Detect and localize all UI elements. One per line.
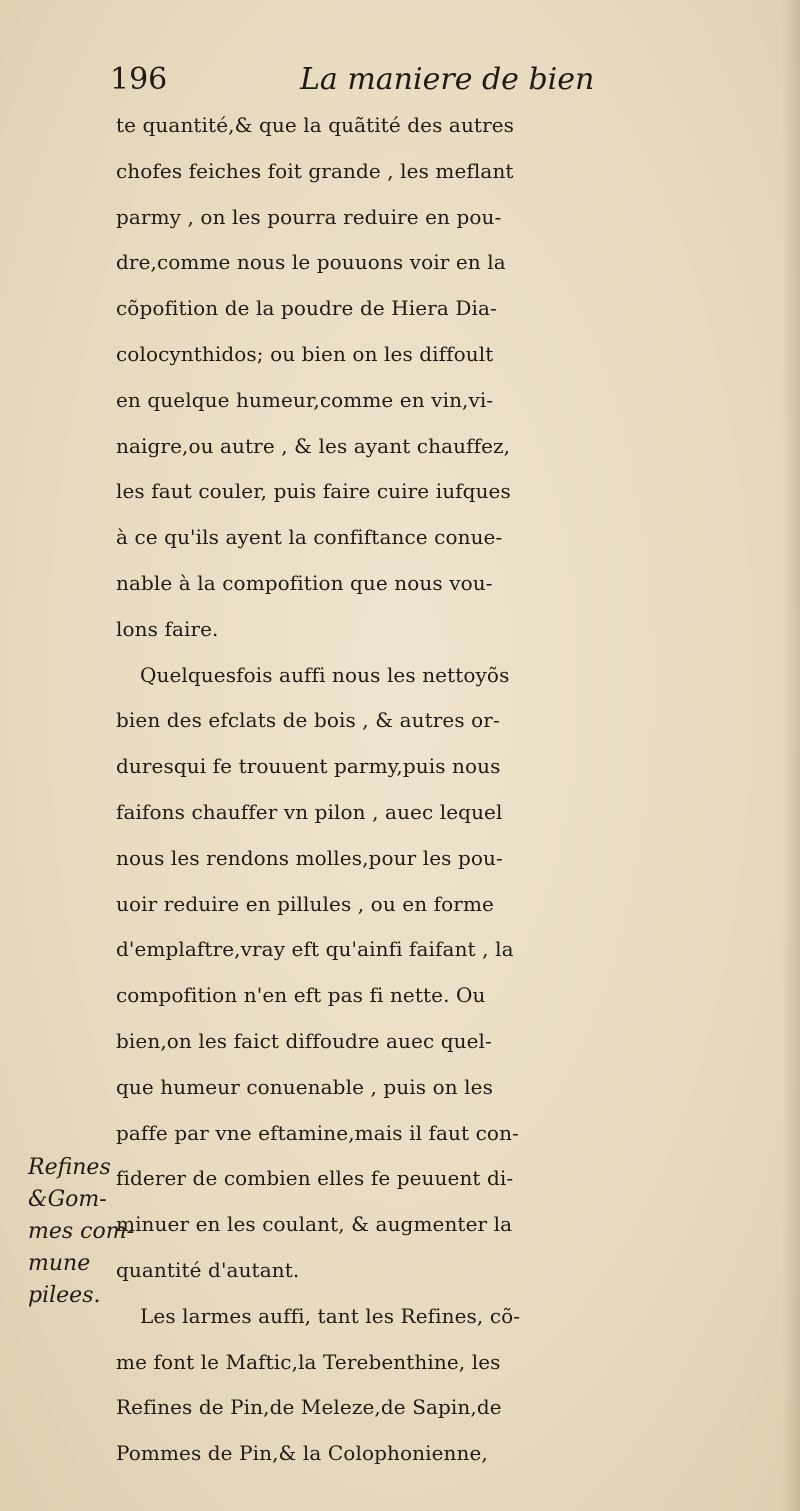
marginal-note [28,1152,135,1312]
text-line: chofes feiches foit grande , les meflant [116,158,514,183]
text-line: à ce qu'ils ayent la confiftance conue- [116,525,503,550]
text-line: en quelque humeur,comme en vin,vi- [116,387,494,412]
text-line: que humeur conuenable , puis on les [116,1074,493,1099]
text-line: nable à la compofition que nous vou- [116,570,493,595]
text-line: fiderer de combien elles fe peuuent di- [116,1166,514,1191]
text-line: minuer en les coulant, & augmenter la [116,1212,513,1237]
text-line: Quelquesfois auffi nous les nettoyõs [140,662,510,687]
text-line: cõpofition de la poudre de Hiera Dia- [116,296,497,321]
text-line: bien,on les faict diffoudre auec quel- [116,1028,492,1053]
text-line: lons faire. [116,616,219,641]
page-header [110,62,710,102]
text-line: parmy , on les pourra reduire en pou- [116,204,502,229]
marginal-note-line: mune [28,1251,91,1276]
text-line: quantité d'autant. [116,1257,300,1282]
body-text [116,103,796,1477]
text-line: compofition n'en eft pas fi nette. Ou [116,983,486,1008]
marginal-note-line: Refines [28,1155,111,1180]
text-line: paffe par vne eftamine,mais il faut con- [116,1120,519,1145]
text-line: dre,comme nous le pouuons voir en la [116,250,506,275]
text-line: bien des efclats de bois , & autres or- [116,708,500,733]
text-line: me font le Maftic,la Terebenthine, les [116,1349,501,1374]
text-line: nous les rendons molles,pour les pou- [116,845,503,870]
marginal-note-line: &Gom- [28,1187,107,1212]
text-line: faifons chauffer vn pilon , auec lequel [116,799,503,824]
text-line: Les larmes auffi, tant les Refines, cõ- [140,1303,521,1328]
text-line: colocynthidos; ou bien on les diffoult [116,341,494,366]
text-line: d'emplaftre,vray eft qu'ainfi faifant , la [116,937,514,962]
text-line: naigre,ou autre , & les ayant chauffez, [116,433,511,458]
text-line: les faut couler, puis faire cuire iufques [116,479,511,504]
text-line: uoir reduire en pillules , ou en forme [116,891,494,916]
page-number: 196 [110,62,168,97]
text-line: duresqui fe trouuent parmy,puis nous [116,754,501,779]
text-line: Refines de Pin,de Meleze,de Sapin,de [116,1395,502,1420]
marginal-note-line: mes com- [28,1219,135,1244]
text-line: Pommes de Pin,& la Colophonienne, [116,1441,488,1466]
marginal-note-line: pilees. [28,1283,101,1308]
text-line: te quantité,& que la quãtité des autres [116,113,515,137]
running-head: La maniere de bien [300,62,595,97]
